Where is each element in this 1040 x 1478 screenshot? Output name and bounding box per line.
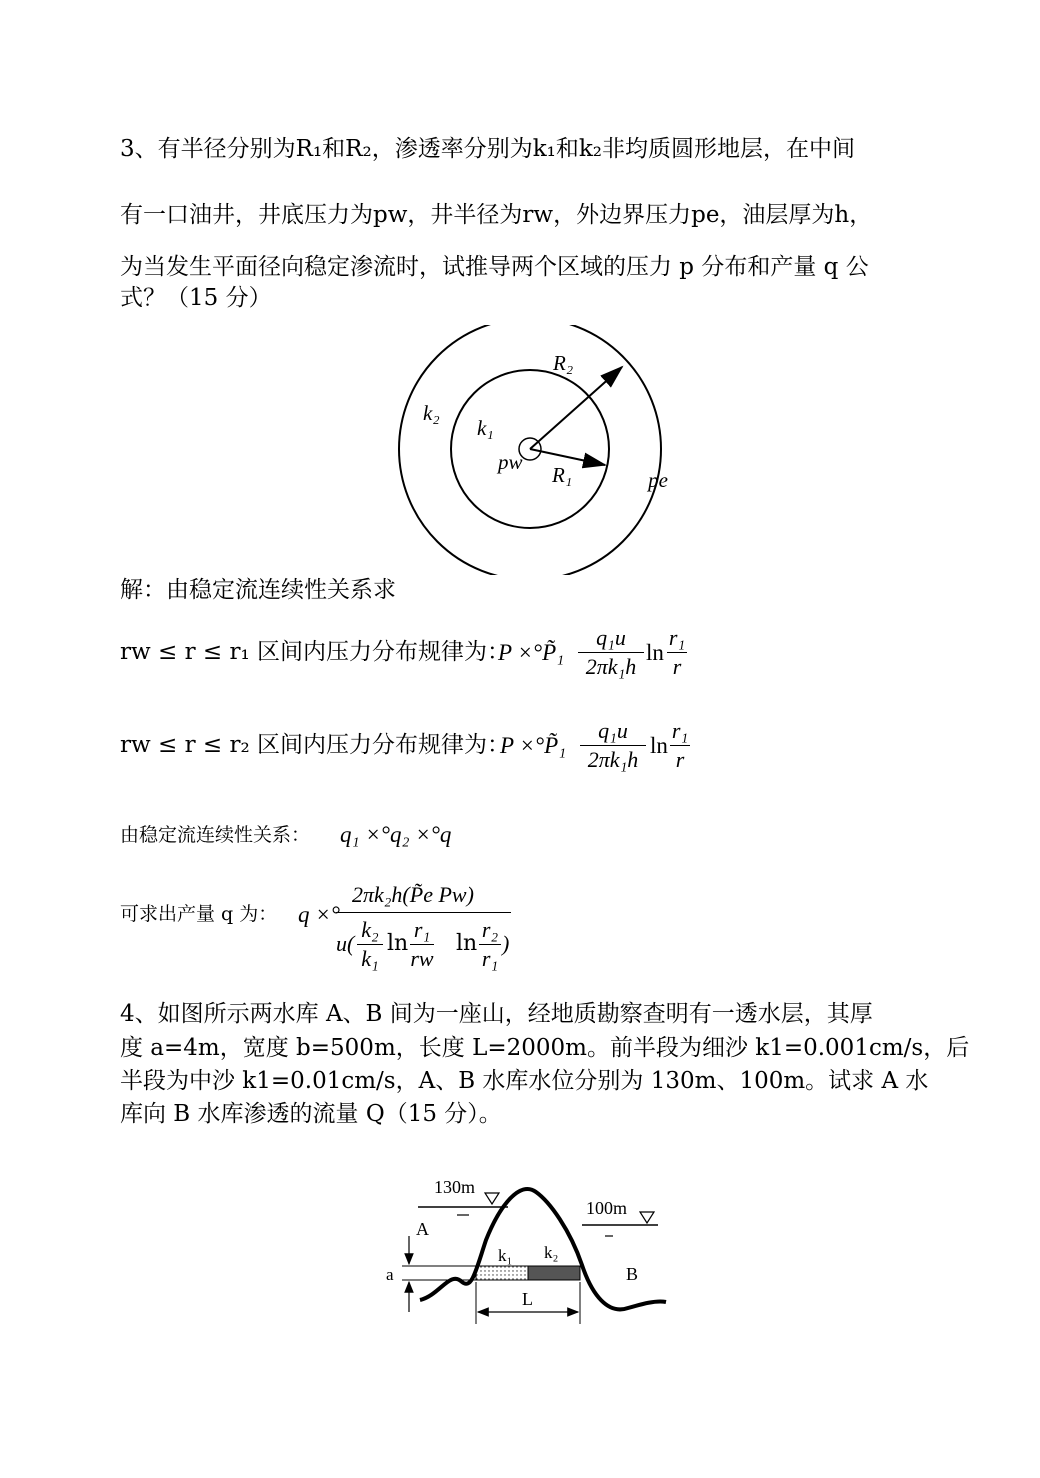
q-r1-rw-ratio: r₁ rw (410, 917, 434, 971)
formula2-denominator: 2πk₁h (587, 747, 639, 772)
q-fraction-bar (336, 912, 511, 913)
q3-line1: 3、有半径分别为R₁和R₂，渗透率分别为k₁和k₂非均质圆形地层，在中间 (120, 136, 856, 162)
pw-label: pw (498, 450, 523, 474)
q4-line4: 库向 B 水库渗透的流量 Q（15 分）。 (120, 1101, 502, 1127)
formula1-ln-fraction: r₁ r (668, 625, 686, 679)
q-numerator: 2πk₂h(P̃e Pw) (352, 882, 474, 907)
formula2-lhs: P ×°P̃₁ (500, 733, 567, 758)
k2-layer-label: k₂ (544, 1243, 559, 1262)
continuity-expression: q₁ ×°q₂ ×°q (340, 822, 452, 847)
q4-line3: 半段为中沙 k1=0.01cm/s，A、B 水库水位分别为 130m、100m。试求 A 水 (120, 1068, 929, 1094)
pe-label: pe (648, 468, 668, 492)
formula1-ln: ln (646, 640, 664, 665)
formula2-fraction (580, 718, 646, 773)
length-l-label: L (522, 1289, 533, 1309)
q3-line3: 为当发生平面径向稳定渗流时，试推导两个区域的压力 p 分布和产量 q 公 (120, 254, 869, 280)
r1-label: R₁ (552, 463, 573, 487)
q-r2-r1-ratio: r₂ r₁ (479, 917, 501, 972)
formula1-fraction (578, 625, 644, 680)
formula1-numerator: q₁u (596, 625, 626, 650)
solution-intro: 解：由稳定流连续性关系求 (120, 577, 396, 603)
q-k-ratio: k₂ k₁ (357, 917, 383, 972)
k1-label: k₁ (477, 416, 494, 440)
concentric-reservoir-diagram (395, 325, 670, 575)
formula1-denominator: 2πk₁h (585, 654, 637, 679)
q4-line1: 4、如图所示两水库 A、B 间为一座山，经地质勘察查明有一透水层，其厚 (120, 1001, 873, 1027)
q3-line2: 有一口油井，井底压力为pw，井半径为rw，外边界压力pe，油层厚为h， (120, 202, 873, 228)
k2-label: k₂ (423, 401, 440, 425)
thickness-a-label: a (386, 1265, 394, 1284)
water-level-a-icon (485, 1193, 499, 1204)
level-100-label: 100m (586, 1198, 628, 1218)
reservoir-a-label: A (416, 1219, 429, 1239)
reservoir-mountain-diagram (380, 1170, 680, 1340)
formula2-ln: ln (650, 733, 668, 758)
q-label: 可求出产量 q 为： (120, 903, 278, 925)
range1-label: rw ≤ r ≤ r₁ 区间内压力分布规律为： (120, 639, 510, 665)
fine-sand-layer (476, 1266, 528, 1280)
q-lhs: q ×° (298, 902, 340, 927)
continuity-label: 由稳定流连续性关系： (120, 824, 311, 846)
q3-line4: 式？（15 分） (120, 285, 272, 311)
k1-layer-label: k₁ (498, 1246, 513, 1265)
formula2-ln-fraction: r₁ r (671, 718, 689, 772)
medium-sand-layer (528, 1266, 580, 1280)
water-level-b-icon (640, 1212, 654, 1223)
formula2-numerator: q₁u (598, 718, 628, 743)
formula1-lhs: P ×°P̃₁ (498, 640, 565, 665)
q4-line2: 度 a=4m，宽度 b=500m，长度 L=2000m。前半段为细沙 k1=0.001cm/s，后 (120, 1035, 970, 1061)
range2-label: rw ≤ r ≤ r₂ 区间内压力分布规律为： (120, 732, 510, 758)
reservoir-b-label: B (626, 1264, 639, 1284)
level-130-label: 130m (434, 1177, 476, 1197)
r2-label: R₂ (553, 351, 574, 375)
